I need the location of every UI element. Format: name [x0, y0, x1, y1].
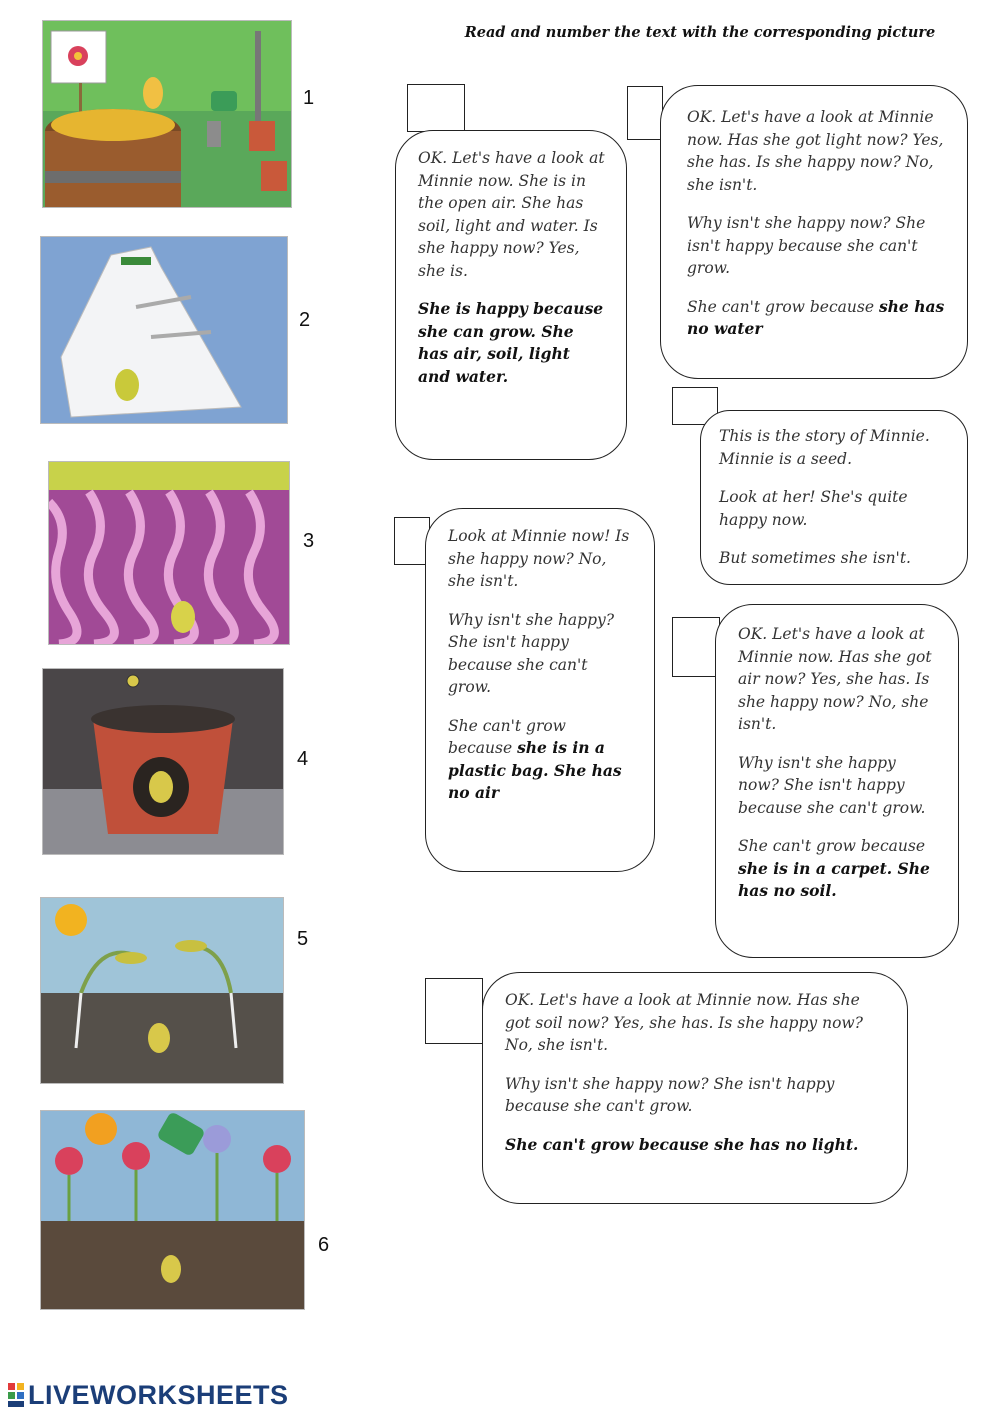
text-bubble-6 — [482, 972, 908, 1204]
bubble-2-paragraph-3 — [687, 296, 945, 341]
liveworksheets-mark-icon — [8, 1383, 24, 1407]
answer-box-2[interactable] — [627, 86, 663, 140]
answer-box-1[interactable] — [407, 84, 465, 132]
liveworksheets-logo — [8, 1380, 289, 1411]
plastic-bag-illustration — [41, 237, 287, 423]
text-bubble-4 — [425, 508, 655, 872]
bubble-4-lead: She can't grow because — [448, 716, 566, 757]
bubble-3-paragraph-3: But sometimes she isn't. — [719, 549, 911, 567]
bubble-5-lead: She can't grow because — [738, 837, 926, 855]
picture-1 — [42, 20, 292, 208]
footer-brand: LIVEWORKSHEETS — [28, 1380, 289, 1410]
wilted-plants-illustration — [41, 898, 283, 1083]
bubble-5-paragraph-2: Why isn't she happy now? She isn't happy because she can't grow. — [738, 753, 926, 817]
instruction-heading: Read and number the text with the corresponding picture — [464, 24, 936, 41]
bubble-1-paragraph-2: She is happy because she can grow. She has air, soil, light and water. — [418, 299, 604, 386]
text-bubble-3 — [700, 410, 968, 585]
picture-3 — [48, 461, 290, 645]
bubble-1-paragraph-1: OK. Let's have a look at Minnie now. She is in the open air. She has soil, light and water. Is she happy now? Yes, she is. — [418, 149, 605, 280]
bubble-6-paragraph-2: Why isn't she happy now? She isn't happy because she can't grow. — [505, 1074, 835, 1115]
picture-number-2: 2 — [299, 309, 311, 331]
carpet-illustration — [49, 462, 289, 644]
answer-box-5[interactable] — [672, 617, 720, 677]
bubble-5-paragraph-3 — [738, 835, 938, 903]
barrel-garden-illustration — [43, 21, 291, 207]
bubble-3-paragraph-2: Look at her! She's quite happy now. — [719, 488, 908, 529]
text-bubble-5 — [715, 604, 959, 958]
bubble-4-answer: she is in a plastic bag. She has no air — [448, 738, 622, 802]
pot-dark-room-illustration — [43, 669, 283, 854]
bubble-4-paragraph-3 — [448, 715, 634, 805]
flowers-watering-illustration — [41, 1111, 304, 1309]
bubble-5-paragraph-1: OK. Let's have a look at Minnie now. Has she got air now? Yes, she has. Is she happy now? No, she isn't. — [738, 625, 932, 733]
picture-4 — [42, 668, 284, 855]
answer-box-6[interactable] — [425, 978, 483, 1044]
bubble-4-paragraph-1: Look at Minnie now! Is she happy now? No, she isn't. — [448, 527, 630, 590]
bubble-2-paragraph-1: OK. Let's have a look at Minnie now. Has she got light now? Yes, she has. Is she happy now? No, she isn't. — [687, 108, 944, 194]
bubble-2-paragraph-2: Why isn't she happy now? She isn't happy because she can't grow. — [687, 214, 926, 277]
bubble-2-lead: She can't grow because — [687, 297, 879, 316]
picture-number-6: 6 — [318, 1234, 330, 1256]
picture-5 — [40, 897, 284, 1084]
bubble-2-answer: she has no water — [687, 296, 945, 338]
picture-number-5: 5 — [297, 928, 309, 950]
text-bubble-1 — [395, 130, 627, 460]
bubble-5-answer: she is in a carpet. She has no soil. — [738, 858, 930, 900]
bubble-4-paragraph-2: Why isn't she happy? She isn't happy because she can't grow. — [448, 610, 615, 696]
picture-number-4: 4 — [297, 748, 309, 770]
bubble-3-paragraph-1: This is the story of Minnie. Minnie is a seed. — [719, 427, 930, 468]
picture-6 — [40, 1110, 305, 1310]
picture-number-1: 1 — [303, 87, 315, 109]
picture-2 — [40, 236, 288, 424]
text-bubble-2 — [660, 85, 968, 379]
bubble-6-paragraph-3: She can't grow because she has no light. — [505, 1134, 859, 1154]
bubble-6-paragraph-1: OK. Let's have a look at Minnie now. Has she got soil now? Yes, she has. Is she happy now? No, she isn't. — [505, 991, 863, 1054]
picture-number-3: 3 — [303, 530, 315, 552]
